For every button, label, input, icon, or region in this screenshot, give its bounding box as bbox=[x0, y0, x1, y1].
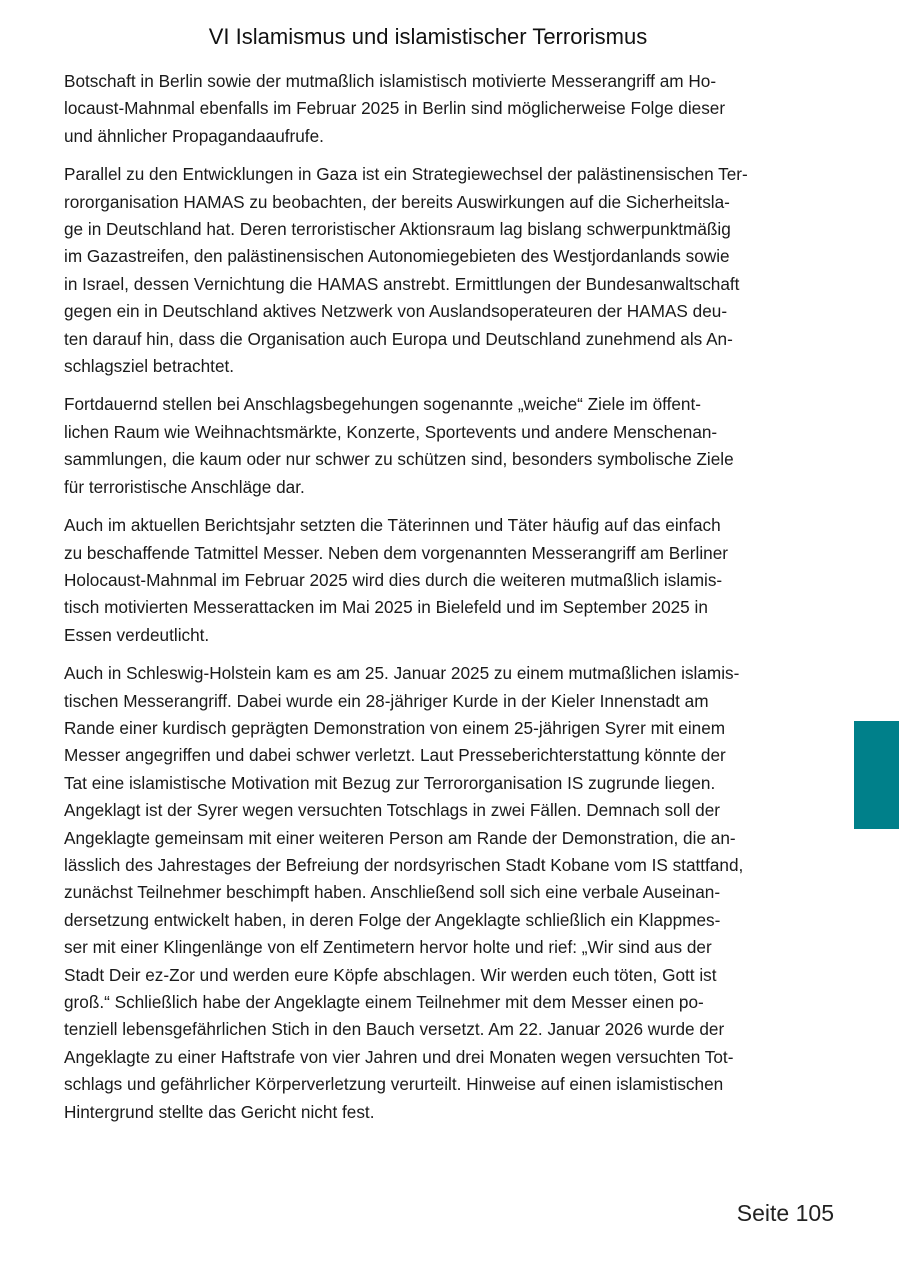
text-line: ten darauf hin, dass die Organisation auch Europa und Deutschland zunehmend als An- bbox=[64, 328, 733, 349]
text-line: lichen Raum wie Weihnachtsmärkte, Konzerte, Sportevents und andere Menschenan- bbox=[64, 421, 718, 442]
section-title: VI Islamismus und islamistischer Terrorismus bbox=[208, 24, 648, 49]
text-line: schlags und gefährlicher Körperverletzung verurteilt. Hinweise auf einen islamistischen bbox=[64, 1074, 724, 1095]
text-line: Auch im aktuellen Berichtsjahr setzten die Täterinnen und Täter häufig auf das einfach bbox=[64, 515, 721, 536]
text-line: sammlungen, die kaum oder nur schwer zu schützen sind, besonders symbolische Ziele bbox=[64, 449, 734, 470]
text-line: dersetzung entwickelt haben, in deren Folge der Angeklagte schließlich ein Klappmes- bbox=[64, 909, 721, 930]
text-line: Parallel zu den Entwicklungen in Gaza ist ein Strategiewechsel der palästinensischen Ter- bbox=[64, 164, 748, 185]
page-number bbox=[737, 1198, 834, 1228]
text-line: Angeklagt ist der Syrer wegen versuchten Totschlags in zwei Fällen. Demnach soll der bbox=[64, 800, 720, 821]
text-line: ser mit einer Klingenlänge von elf Zentimetern hervor holte und rief: „Wir sind aus der bbox=[64, 937, 712, 958]
text-line: tischen Messerangriff. Dabei wurde ein 28-jähriger Kurde in der Kieler Innenstadt am bbox=[64, 690, 709, 711]
text-line: Hintergrund stellte das Gericht nicht fest. bbox=[64, 1101, 375, 1122]
text-line: Tat eine islamistische Motivation mit Bezug zur Terrororganisation IS zugrunde liegen. bbox=[64, 772, 716, 793]
text-line: im Gazastreifen, den palästinensischen Autonomiegebieten des Westjordanlands sowie bbox=[64, 246, 730, 267]
text-line: Auch in Schleswig-Holstein kam es am 25. Januar 2025 zu einem mutmaßlichen islamis- bbox=[64, 663, 740, 684]
text-line: Angeklagte zu einer Haftstrafe von vier Jahren und drei Monaten wegen versuchten Tot- bbox=[64, 1046, 734, 1067]
text-line: locaust-Mahnmal ebenfalls im Februar 2025 in Berlin sind möglicherweise Folge dieser bbox=[64, 98, 726, 119]
paragraph bbox=[64, 68, 794, 150]
text-line: schlagsziel betrachtet. bbox=[64, 356, 235, 377]
text-line: tisch motivierten Messerattacken im Mai 2025 in Bielefeld und im September 2025 in bbox=[64, 597, 708, 618]
text-line: lässlich des Jahrestages der Befreiung der nordsyrischen Stadt Kobane vom IS stattfand, bbox=[64, 854, 744, 875]
text-line: Botschaft in Berlin sowie der mutmaßlich islamistisch motivierte Messerangriff am Ho- bbox=[64, 71, 717, 91]
text-line: Holocaust-Mahnmal im Februar 2025 wird dies durch die weiteren mutmaßlich islamis- bbox=[64, 569, 723, 590]
text-line: in Israel, dessen Vernichtung die HAMAS anstrebt. Ermittlungen der Bundesanwaltschaft bbox=[64, 273, 740, 294]
text-line: ge in Deutschland hat. Deren terroristischer Aktionsraum lag bislang schwerpunktmäßig bbox=[64, 219, 731, 240]
text-line: Essen verdeutlicht. bbox=[64, 624, 210, 645]
paragraph bbox=[64, 161, 794, 380]
body-text bbox=[64, 68, 794, 1137]
paragraph bbox=[64, 391, 794, 501]
page-number-label: Seite 105 bbox=[736, 1200, 834, 1226]
text-line: rororganisation HAMAS zu beobachten, der bereits Auswirkungen auf die Sicherheitsla- bbox=[64, 191, 730, 212]
text-line: für terroristische Anschläge dar. bbox=[64, 476, 305, 497]
text-line: Stadt Deir ez-Zor und werden eure Köpfe abschlagen. Wir werden euch töten, Gott ist bbox=[64, 964, 717, 985]
paragraph bbox=[64, 512, 794, 649]
text-line: Messer angegriffen und dabei schwer verletzt. Laut Presseberichterstattung könnte der bbox=[64, 745, 726, 766]
text-line: gegen ein in Deutschland aktives Netzwerk von Auslandsoperateuren der HAMAS deu- bbox=[64, 301, 728, 322]
text-line: groß.“ Schließlich habe der Angeklagte einem Teilnehmer mit dem Messer einen po- bbox=[64, 992, 704, 1012]
text-line: Fortdauernd stellen bei Anschlagsbegehungen sogenannte „weiche“ Ziele im öffent- bbox=[64, 394, 701, 415]
chapter-side-tab bbox=[854, 721, 899, 829]
text-line: tenziell lebensgefährlichen Stich in den Bauch versetzt. Am 22. Januar 2026 wurde der bbox=[64, 1019, 725, 1040]
text-line: Angeklagte gemeinsam mit einer weiteren Person am Rande der Demonstration, die an- bbox=[64, 827, 736, 848]
paragraph bbox=[64, 660, 794, 1126]
page-header bbox=[0, 22, 856, 52]
text-line: zunächst Teilnehmer beschimpft haben. Anschließend soll sich eine verbale Auseinan- bbox=[64, 882, 721, 903]
text-line: und ähnlicher Propagandaaufrufe. bbox=[64, 125, 324, 146]
text-line: Rande einer kurdisch geprägten Demonstration von einem 25-jährigen Syrer mit einem bbox=[64, 717, 726, 738]
text-line: zu beschaffende Tatmittel Messer. Neben dem vorgenannten Messerangriff am Berliner bbox=[64, 542, 728, 563]
